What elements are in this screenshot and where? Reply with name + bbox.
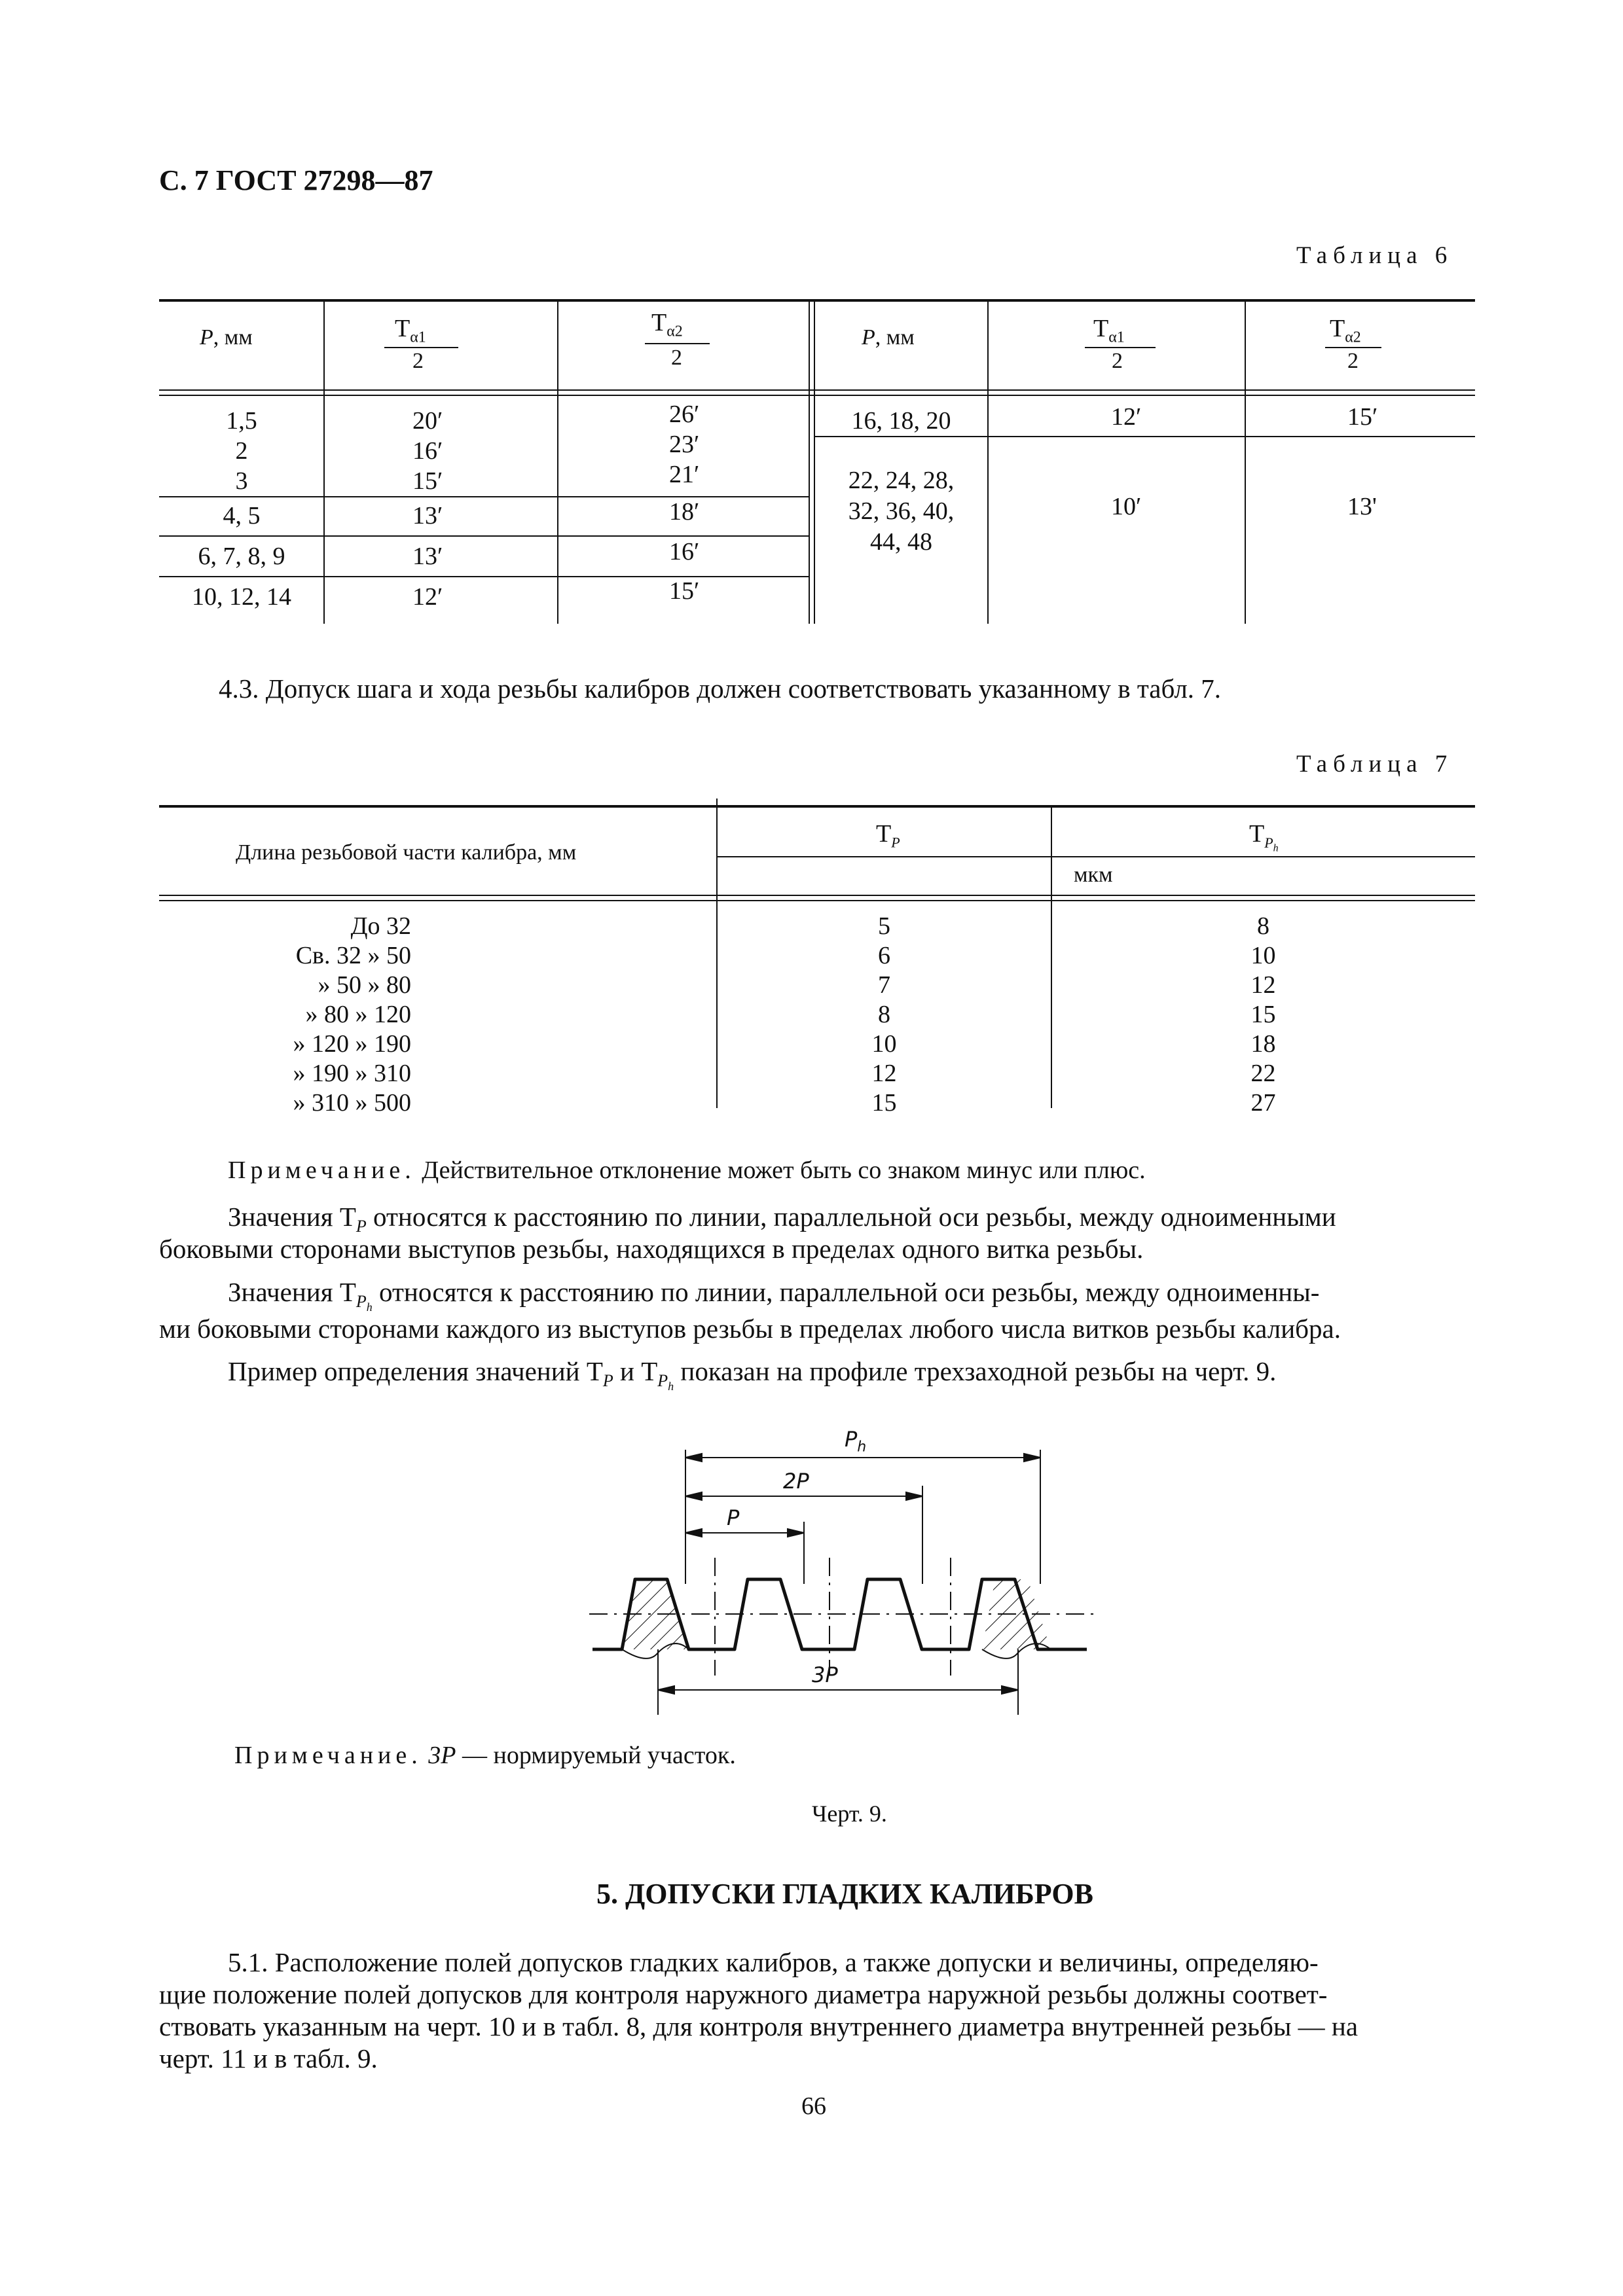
label-3p: 3P (812, 1662, 838, 1687)
table6-caption: Таблица 6 (1296, 242, 1453, 269)
table7-cell-tp: 8 (878, 1001, 890, 1028)
table7-cell-tph: 27 (1250, 1089, 1276, 1117)
table6-header-den-ta1-left: 2 (412, 349, 424, 373)
table6-cell-p: 1,5 (226, 407, 257, 435)
table6-cell-ta2: 21′ (669, 461, 700, 488)
table6-header-den-ta2-left: 2 (671, 346, 682, 370)
paragraph-4-3: 4.3. Допуск шага и хода резьбы калибров должен соответствовать указанному в табл. 7. (219, 673, 1222, 704)
table6-cell-p: 22, 24, 28, (848, 467, 955, 494)
table6-cell-ta2: 23′ (669, 431, 700, 458)
table7-cell-length: » 310 » 500 (293, 1089, 411, 1117)
section5-line2: щие положение полей допусков для контроля наружного диаметра наружной резьбы должны соответ- (159, 1979, 1328, 2009)
table6-cell-ta1: 13′ (412, 502, 443, 529)
table6-cell-p: 16, 18, 20 (851, 407, 951, 435)
table7-cell-tp: 5 (878, 912, 890, 940)
note-table7: Примечание. Действительное отклонение может быть со знаком минус или плюс. (228, 1157, 1146, 1184)
section5-line3: ствовать указанным на черт. 10 и в табл. 8, для контроля внутреннего диаметра внутренней резьбы — на (159, 2011, 1359, 2041)
table7-cell-length: Св. 32 » 50 (295, 942, 411, 969)
table7-cell-tph: 15 (1250, 1001, 1276, 1028)
table7-header-tp: $T_P$ (876, 820, 900, 851)
table6-cell-ta2: 16′ (669, 538, 700, 565)
center-lines (715, 1558, 951, 1676)
table6-header-ta2-left: $T_{\alpha 2}$ (651, 309, 683, 340)
table7-cell-tp: 10 (871, 1030, 897, 1058)
table6-cell-ta2: 13' (1347, 493, 1377, 520)
table6-cell-ta1: 12′ (1111, 403, 1142, 431)
table6-cell-ta2: 26′ (669, 401, 700, 428)
table6-header-ta1-left: $T_{\alpha 1}$ (395, 315, 426, 346)
paragraph-tph-line1: Значения $T_{P_h}$ относятся к расстоянию по линии, параллельной оси резьбы, между одноименны- (228, 1277, 1320, 1314)
section5-line4: черт. 11 и в табл. 9. (159, 2043, 378, 2073)
table6-header-ta1-right: $T_{\alpha 1}$ (1093, 315, 1125, 346)
table6-header-p-left: P, мм (200, 325, 253, 350)
table6-cell-ta2: 15′ (669, 577, 700, 605)
paragraph-example: Пример определения значений $T_P$ и $T_{P_h}$ показан на профиле трехзаходной резьбы на черт. 9. (228, 1356, 1277, 1393)
table6-cell-p: 32, 36, 40, (848, 497, 955, 525)
table6-cell-ta2: 15′ (1347, 403, 1378, 431)
table7-cell-tph: 8 (1257, 912, 1269, 940)
table7-cell-tph: 10 (1250, 942, 1276, 969)
table7-cell-tph: 12 (1250, 971, 1276, 999)
table6-cell-p: 4, 5 (223, 502, 261, 529)
table7-cell-tp: 6 (878, 942, 890, 969)
table6-cell-ta1: 13′ (412, 543, 443, 570)
table6-cell-p: 3 (235, 467, 248, 495)
table6-header-ta2-right: $T_{\alpha 2}$ (1330, 315, 1361, 346)
table7-cell-tph: 18 (1250, 1030, 1276, 1058)
paragraph-tp-line2: боковыми сторонами выступов резьбы, находящихся в пределах одного витка резьбы. (159, 1234, 1144, 1264)
table6-cell-ta1: 12′ (412, 583, 443, 611)
table6-cell-p: 44, 48 (870, 528, 932, 556)
table6-cell-p: 2 (235, 437, 248, 465)
table7-header-unit: мкм (1074, 863, 1113, 887)
paragraph-tph-line2: ми боковыми сторонами каждого из выступов резьбы в пределах любого числа витков резьбы калибра. (159, 1314, 1341, 1344)
table6-header-p-right: P, мм (862, 325, 915, 350)
table6-cell-p: 6, 7, 8, 9 (198, 543, 285, 570)
section5-line1: 5.1. Расположение полей допусков гладких калибров, а также допуски и величины, определяю- (228, 1947, 1319, 1977)
table7-cell-tp: 12 (871, 1060, 897, 1087)
table6-cell-ta2: 18′ (669, 498, 700, 526)
table7-cell-length: » 80 » 120 (305, 1001, 411, 1028)
table7-cell-length: До 32 (350, 912, 411, 940)
table7-cell-tp: 7 (878, 971, 890, 999)
table6-cell-ta1: 20′ (412, 407, 443, 435)
paragraph-tp-line1: Значения $T_P$ относятся к расстоянию по линии, параллельной оси резьбы, между одноименными (228, 1202, 1336, 1236)
page-number: 66 (801, 2092, 826, 2120)
label-ph: $P_h$ (845, 1427, 867, 1456)
table6-cell-p: 10, 12, 14 (192, 583, 291, 611)
table7-cell-length: » 190 » 310 (293, 1060, 411, 1087)
label-p: P (727, 1505, 740, 1530)
table7-cell-tp: 15 (871, 1089, 897, 1117)
figure-caption: Черт. 9. (812, 1801, 887, 1827)
label-2p: 2P (783, 1469, 809, 1494)
table7-cell-tph: 22 (1250, 1060, 1276, 1087)
table6-cell-ta1: 16′ (412, 437, 443, 465)
table7-header-length: Длина резьбовой части калибра, мм (236, 840, 577, 865)
table7-cell-length: » 120 » 190 (293, 1030, 411, 1058)
table6-cell-ta1: 15′ (412, 467, 443, 495)
table7-cell-length: » 50 » 80 (318, 971, 411, 999)
table6-header-den-ta2-right: 2 (1347, 349, 1359, 373)
note-figure9: Примечание. 3P — нормируемый участок. (234, 1742, 736, 1769)
table6-cell-ta1: 10′ (1111, 493, 1142, 520)
table7-header-tph: $T_{P_h}$ (1249, 820, 1279, 853)
table7-caption: Таблица 7 (1296, 751, 1453, 778)
section-heading: 5. ДОПУСКИ ГЛАДКИХ КАЛИБРОВ (596, 1878, 1093, 1910)
table6-header-den-ta1-right: 2 (1112, 349, 1123, 373)
running-head: С. 7 ГОСТ 27298—87 (159, 164, 433, 196)
